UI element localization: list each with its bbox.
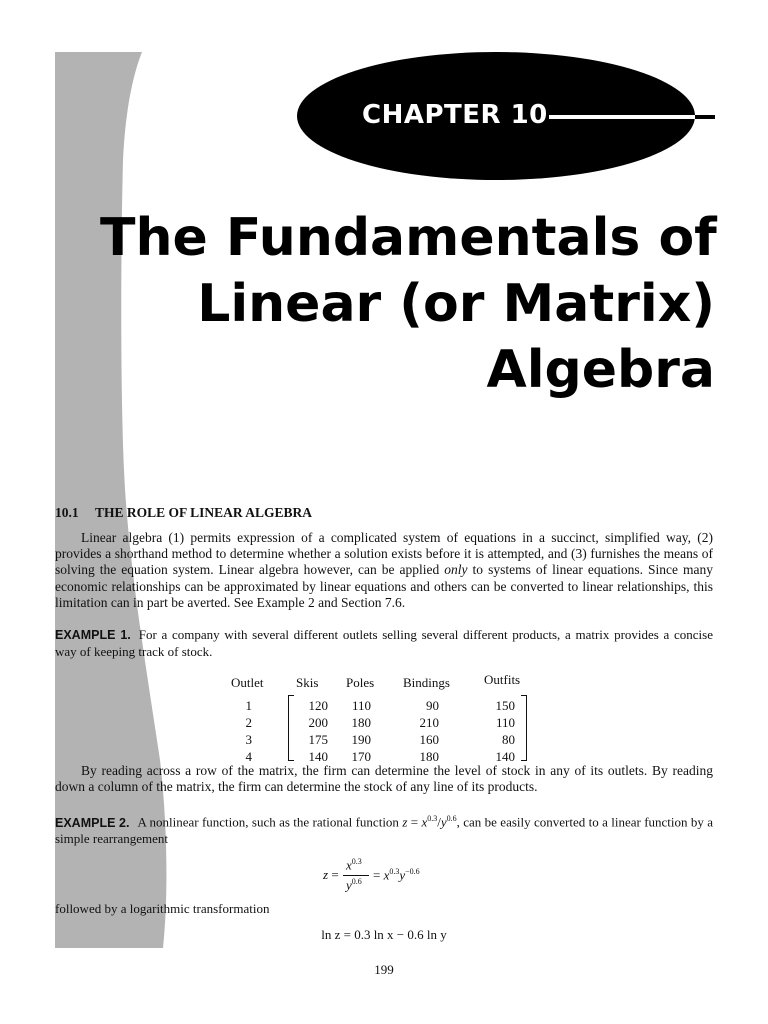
section-title: THE ROLE OF LINEAR ALGEBRA: [95, 505, 313, 520]
title-line-1: The Fundamentals of: [100, 208, 717, 268]
matrix-cell: 190: [351, 732, 371, 748]
matrix-cell: 180: [419, 749, 439, 765]
section-number: 10.1: [55, 505, 79, 520]
section-heading: [55, 505, 713, 521]
matrix-cell: 140: [308, 749, 328, 765]
matrix-cell: 160: [419, 732, 439, 748]
chapter-rule-end: [695, 115, 715, 119]
chapter-label: CHAPTER 10: [362, 100, 548, 130]
matrix-header: Outfits: [484, 672, 521, 688]
matrix-cell: 140: [495, 749, 515, 765]
matrix-cell: 80: [502, 732, 515, 748]
matrix-outlet-label: 2: [245, 715, 252, 731]
example-1-text: For a company with several different outlets selling several different products, a matrix provides a concise way of keeping track of stock.: [55, 627, 714, 659]
matrix-outlet-label: 3: [245, 732, 252, 748]
matrix-bracket-right: [521, 695, 527, 761]
matrix-header: Outlet: [231, 675, 264, 691]
matrix-header: Poles: [346, 675, 375, 691]
matrix-cell: 150: [495, 698, 515, 714]
stock-matrix: [55, 667, 713, 763]
rearrangement-equation: z = $x^{0.3}$ $y^{0.6}$ = $x^{0.3}y^{-0.6}$: [323, 856, 420, 893]
matrix-bracket-left: [288, 695, 294, 761]
example-2: EXAMPLE 2. A nonlinear function, such as the rational function $z = x^{0.3}/y^{0.6}$, can be easily converted to a linear function by a simple rearrangement: [55, 814, 714, 847]
chapter-title: [100, 205, 715, 403]
matrix-cell: 175: [308, 732, 328, 748]
chapter-rule: [549, 115, 695, 119]
example-1-label: EXAMPLE 1.: [55, 628, 131, 643]
page-number: 199: [374, 962, 394, 977]
example-2-after: followed by a logarithmic transformation: [55, 900, 270, 916]
matrix-cell: 110: [495, 715, 515, 731]
matrix-cell: 90: [426, 698, 439, 714]
matrix-outlet-label: 1: [245, 698, 252, 714]
matrix-cell: 180: [351, 715, 371, 731]
matrix-cell: 210: [419, 715, 439, 731]
section-paragraph: Linear algebra (1) permits expression of a complicated system of equations in a succinct, simplified way, (2) provides a shorthand method to determine whether a solution exists before it is attempted, and (3) furnishes the means of solving the equation system. Linear algebra however, can be applied only to systems of linear equations. Since many economic relationships can be approximated by linear equations and others can be converted to linear relationships, this limitation can in part be averted. See Example 2 and Section 7.6.: [55, 530, 713, 610]
matrix-cell: 200: [308, 715, 328, 731]
matrix-cell: 110: [351, 698, 371, 714]
title-line-3: Algebra: [486, 340, 715, 400]
example-1: [55, 627, 713, 659]
example-1-after: By reading across a row of the matrix, the firm can determine the level of stock in any of its outlets. By reading down a column of the matrix, the firm can determine the stock of any line of its products.: [55, 763, 713, 795]
matrix-header: Skis: [296, 675, 319, 691]
matrix-cell: 120: [308, 698, 328, 714]
example-2-label: EXAMPLE 2.: [55, 815, 130, 830]
matrix-header: Bindings: [403, 675, 450, 691]
title-line-2: Linear (or Matrix): [197, 274, 715, 334]
page-body: [55, 505, 713, 943]
matrix-cell: 170: [351, 749, 371, 765]
log-equation: ln z = 0.3 ln x − 0.6 ln y: [321, 926, 447, 942]
matrix-outlet-label: 4: [245, 749, 252, 765]
